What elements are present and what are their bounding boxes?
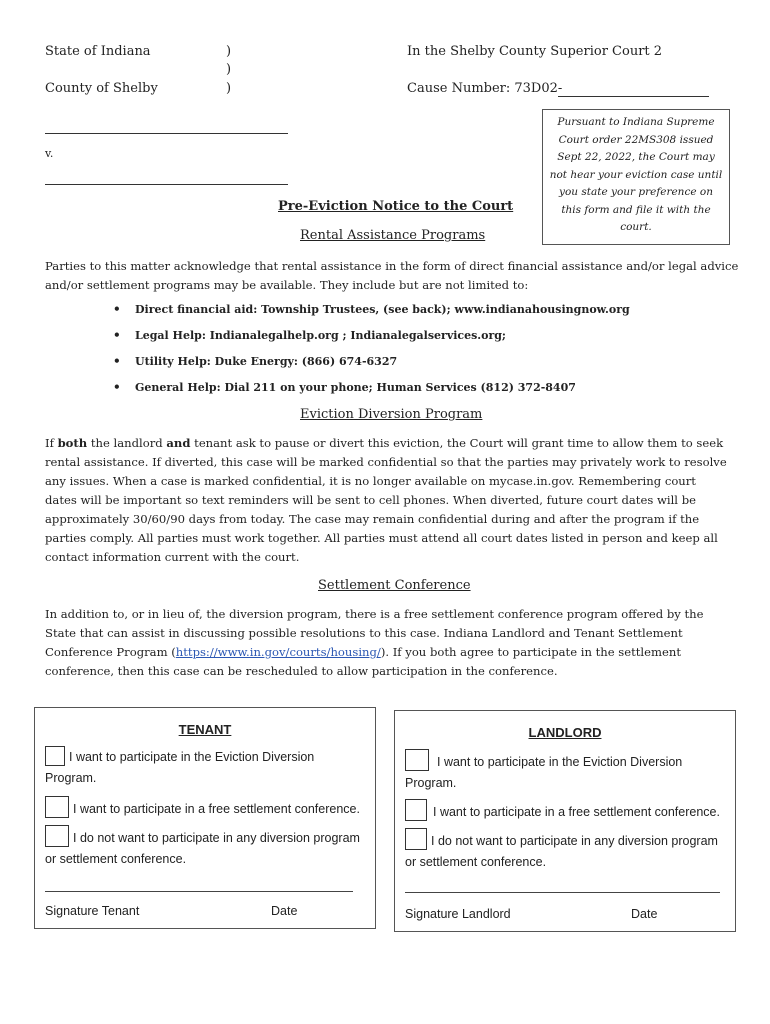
settlement-text: ). If you both agree to participate in the settlement conference, then this case can be rescheduled to allow participation in the conference.: [45, 645, 681, 678]
tenant-option-settlement: [45, 796, 370, 820]
landlord-option-settlement: [405, 799, 730, 823]
tenant-none-checkbox[interactable]: [45, 825, 69, 847]
county-label: County of Shelby: [45, 81, 158, 96]
landlord-diversion-checkbox[interactable]: [405, 749, 429, 771]
diversion-text: If: [45, 436, 58, 450]
page-title: Pre-Eviction Notice to the Court: [278, 199, 514, 214]
landlord-signature-line[interactable]: [405, 892, 720, 893]
landlord-panel: [394, 710, 736, 932]
list-item: • Utility Help: Duke Energy: (866) 674-6327: [113, 355, 693, 381]
diversion-paragraph: [45, 434, 730, 567]
tenant-option-label: I do not want to participate in any diversion program or settlement conference.: [45, 831, 360, 866]
cause-number-label: Cause Number: 73D02-: [407, 81, 563, 96]
diversion-heading: Eviction Diversion Program: [300, 407, 483, 422]
court-order-notice-text: Pursuant to Indiana Supreme Court order 22MS308 issued Sept 22, 2022, the Court may not hear your eviction case until you state your preference on this form and file it with the court.: [549, 116, 723, 233]
tenant-date-label: Date: [271, 904, 298, 918]
versus-label: v.: [45, 147, 54, 160]
tenant-option-label: I want to participate in the Eviction Diversion Program.: [45, 750, 315, 785]
landlord-option-label: I want to participate in a free settlement conference.: [433, 805, 720, 819]
court-name: In the Shelby County Superior Court 2: [407, 44, 663, 59]
landlord-date-label: Date: [631, 907, 658, 921]
settlement-paragraph: [45, 605, 733, 681]
tenant-signature-line[interactable]: [45, 891, 353, 892]
housing-link[interactable]: https://www.in.gov/courts/housing/: [175, 645, 381, 659]
rental-assistance-intro: Parties to this matter acknowledge that rental assistance in the form of direct financial assistance and/or legal advice and/or settlement programs may be available. They include but are not limited to:: [45, 259, 739, 292]
landlord-settlement-checkbox[interactable]: [405, 799, 427, 821]
landlord-option-label: I want to participate in the Eviction Diversion Program.: [405, 755, 683, 790]
list-item: • General Help: Dial 211 on your phone; Human Services (812) 372-8407: [113, 381, 693, 407]
plaintiff-name-field[interactable]: [45, 133, 288, 134]
tenant-panel: [34, 707, 376, 929]
bracket-1: ): [226, 44, 232, 59]
tenant-settlement-checkbox[interactable]: [45, 796, 69, 818]
emphasis-and: and: [166, 436, 191, 450]
settlement-text: In addition to, or in lieu of, the diversion program, there is a free settlement conference program offered by the State that can assist in discussing possible resolutions to this case. Indiana Landlord and Tenant Settlement Conference Program (: [45, 607, 704, 659]
landlord-option-none: [405, 828, 730, 873]
state-label: State of Indiana: [45, 44, 151, 59]
landlord-option-label: I do not want to participate in any diversion program or settlement conference.: [405, 834, 718, 869]
court-order-notice: [542, 109, 730, 245]
tenant-signature-label: Signature Tenant: [45, 904, 140, 918]
landlord-option-diversion: [405, 749, 720, 794]
tenant-option-label: I want to participate in a free settlement conference.: [73, 802, 360, 816]
tenant-option-none: [45, 825, 370, 870]
rental-assistance-heading: Rental Assistance Programs: [300, 228, 486, 243]
tenant-option-diversion: [45, 746, 360, 789]
tenant-diversion-checkbox[interactable]: [45, 746, 65, 766]
bracket-2: ): [226, 62, 232, 77]
diversion-text: tenant ask to pause or divert this eviction, the Court will grant time to allow them to seek rental assistance. If diverted, this case will be marked confidential so that the parties may privately work to resolve any issues. When a case is marked confidential, it is no longer available on mycase.in.gov. Remembering court dates will be important so text reminders will be sent to cell phones. When diverted, future court dates will be approximately 30/60/90 days from today. The case may remain confidential during and after the program if the parties comply. All parties must work together. All parties must attend all court dates listed in person and keep all contact information current with the court.: [45, 436, 727, 564]
defendant-name-field[interactable]: [45, 184, 288, 185]
bracket-3: ): [226, 81, 232, 96]
list-item: • Legal Help: Indianalegalhelp.org ; Indianalegalservices.org;: [113, 329, 693, 355]
landlord-title: LANDLORD: [528, 725, 602, 740]
emphasis-both: both: [57, 436, 88, 450]
assistance-list: [113, 303, 693, 407]
cause-number-field[interactable]: [558, 96, 709, 97]
landlord-none-checkbox[interactable]: [405, 828, 427, 850]
list-item: • Direct financial aid: Township Trustees, (see back); www.indianahousingnow.org: [113, 303, 693, 329]
diversion-text: the landlord: [87, 436, 167, 450]
landlord-signature-label: Signature Landlord: [405, 907, 511, 921]
tenant-title: TENANT: [178, 722, 232, 737]
settlement-heading: Settlement Conference: [318, 578, 471, 593]
